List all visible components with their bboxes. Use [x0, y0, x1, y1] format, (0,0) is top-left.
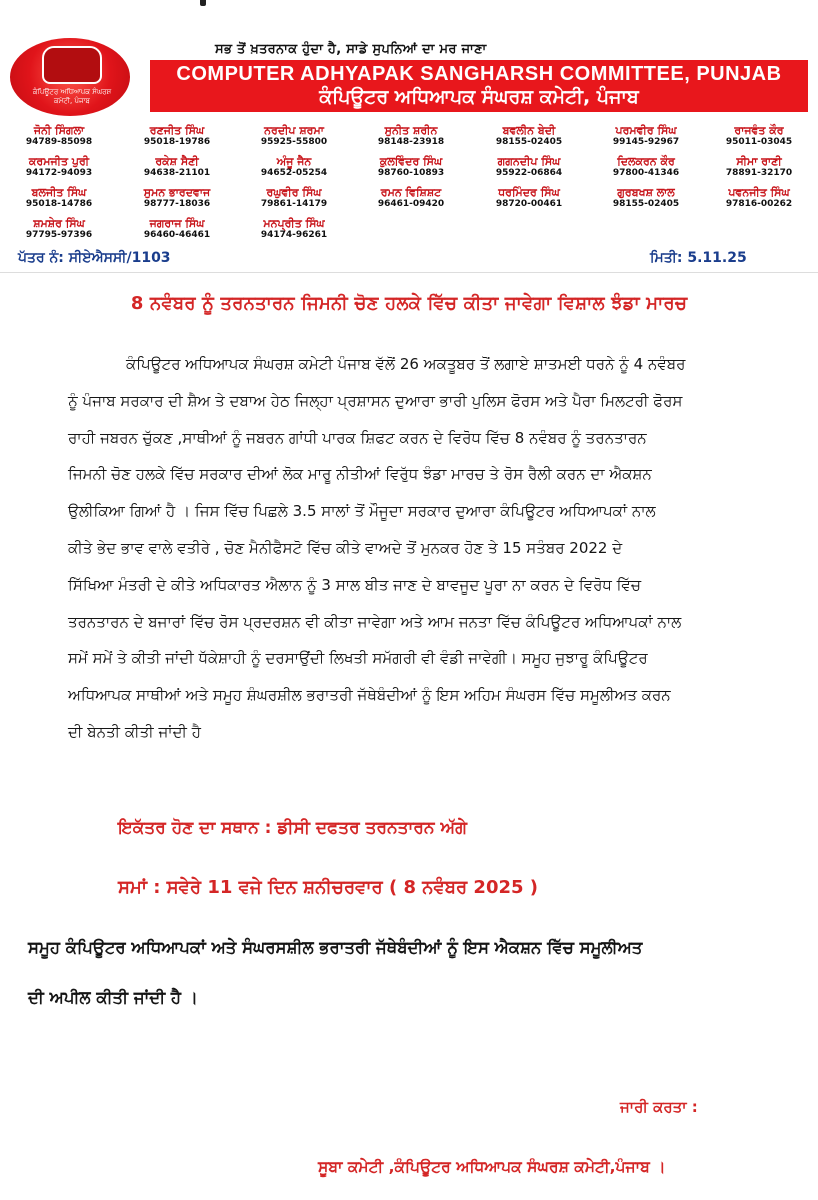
member-entry: [470, 155, 588, 179]
member-entry: [352, 155, 470, 179]
slogan: ਸਭ ਤੋਂ ਖ਼ਤਰਨਾਕ ਹੁੰਦਾ ਹੈ, ਸਾਡੇ ਸੁਪਨਿਆਂ ਦਾ ਮਰ ਜਾਣਾ: [215, 42, 487, 57]
body-line: ਕੀਤੇ ਭੇਦ ਭਾਵ ਵਾਲੇ ਵਤੀਰੇ , ਚੋਣ ਮੈਨੀਫੈਸਟੋ ਵਿੱਚ ਕੀਤੇ ਵਾਅਦੇ ਤੋਂ ਮੁਨਕਰ ਹੋਣ ਤੇ 15 ਸਤੰਬਰ 2022 ਦੇ: [68, 538, 623, 557]
member-phone: 94172-94093: [25, 168, 93, 178]
member-phone: 98760-10893: [377, 168, 445, 178]
member-phone: 95925-55800: [260, 137, 328, 147]
body-line: ਸਮੇਂ ਸਮੇਂ ਤੇ ਕੀਤੀ ਜਾਂਦੀ ਧੱਕੇਸ਼ਾਹੀ ਨੂੰ ਦਰਸਾਉਂਦੀ ਲਿਖਤੀ ਸਮੱਗਰੀ ਵੀ ਵੰਡੀ ਜਾਵੇਗੀ। ਸਮੂਹ ਜੁਝਾਰੂ ਕੰਪਿਊਟਰ: [68, 649, 648, 668]
appeal-line: ਸਮੂਹ ਕੰਪਿਊਟਰ ਅਧਿਆਪਕਾਂ ਅਤੇ ਸੰਘਰਸਸ਼ੀਲ ਭਰਾਤਰੀ ਜੱਥੇਬੰਦੀਆਂ ਨੂੰ ਇਸ ਐਕਸ਼ਨ ਵਿੱਚ ਸਮੂਲੀਅਤ: [28, 938, 643, 957]
member-entry: [352, 186, 470, 210]
divider: [0, 272, 818, 273]
member-phone: 94638-21101: [143, 168, 211, 178]
member-entry: [587, 124, 705, 148]
member-name: ਪਵਨਜੀਤ ਸਿੰਘ: [728, 186, 790, 199]
member-name: ਪਰਮਵੀਰ ਸਿੰਘ: [615, 124, 677, 137]
assembly-place: ਇਕੱਤਰ ਹੋਣ ਦਾ ਸਥਾਨ : ਡੀਸੀ ਦਫਤਰ ਤਰਨਤਾਰਨ ਅੱਗੇ: [118, 818, 467, 838]
member-entry: [235, 155, 353, 179]
member-name: ਗਗਨਦੀਪ ਸਿੰਘ: [497, 155, 561, 168]
member-phone: 98720-00461: [495, 199, 563, 209]
member-phone: 78891-32170: [725, 168, 793, 178]
logo: [2, 38, 152, 118]
reference-number: ਪੱਤਰ ਨੰ: ਸੀਏਐਸਸੀ/1103: [18, 250, 171, 266]
member-entry: [118, 186, 236, 210]
issued-by-label: ਜਾਰੀ ਕਰਤਾ :: [620, 1098, 698, 1116]
crop-mark: [200, 0, 206, 6]
member-name: ਸ਼ਮਸ਼ੇਰ ਸਿੰਘ: [33, 217, 85, 230]
member-entry: [0, 124, 118, 148]
member-name: ਸੁਮਨ ਭਾਰਦਵਾਜ: [143, 186, 211, 199]
body-line: ਜਿਮਨੀ ਚੋਣ ਹਲਕੇ ਵਿੱਚ ਸਰਕਾਰ ਦੀਆਂ ਲੋਕ ਮਾਰੂ ਨੀਤੀਆਂ ਵਿਰੁੱਧ ਝੰਡਾ ਮਾਰਚ ਤੇ ਰੋਸ ਰੈਲੀ ਕਰਨ ਦਾ ਐਕਸ਼ਨ: [68, 465, 652, 484]
member-name: ਦਿਲਕਰਨ ਕੌਰ: [617, 155, 675, 168]
member-name: ਅੰਜੂ ਜੈਨ: [276, 155, 312, 168]
member-name: ਗੁਰਬਖਸ਼ ਲਾਲ: [617, 186, 675, 199]
body-line: ਅਧਿਆਪਕ ਸਾਥੀਆਂ ਅਤੇ ਸਮੂਹ ਸ਼ੰਘਰਸ਼ੀਲ ਭਰਾਤਰੀ ਜੱਥੇਬੰਦੀਆਂ ਨੂੰ ਇਸ ਅਹਿਮ ਸੰਘਰਸ ਵਿੱਚ ਸਮੂਲੀਅਤ ਕਰਨ: [68, 686, 671, 705]
member-name: ਜਗਰਾਜ ਸਿੰਘ: [149, 217, 205, 230]
member-name: ਕਰਮਜੀਤ ਪੁਰੀ: [28, 155, 90, 168]
member-phone: 98155-02405: [612, 199, 680, 209]
member-name: ਧਰਮਿੰਦਰ ਸਿੰਘ: [498, 186, 560, 199]
org-banner: [150, 60, 808, 112]
member-entry: [700, 124, 818, 148]
body-line: ਕੰਪਿਊਟਰ ਅਧਿਆਪਕ ਸੰਘਰਸ਼ ਕਮੇਟੀ ਪੰਜਾਬ ਵੱਲੋਂ 26 ਅਕਤੂਬਰ ਤੋਂ ਲਗਾਏ ਸ਼ਾਤਮਈ ਧਰਨੇ ਨੂੰ 4 ਨਵੰਬਰ: [126, 355, 686, 373]
member-phone: 95922-06864: [495, 168, 563, 178]
member-entry: [470, 124, 588, 148]
member-name: ਰਘੁਵੀਰ ਸਿੰਘ: [266, 186, 322, 199]
member-phone: 97800-41346: [612, 168, 680, 178]
member-entry: [587, 155, 705, 179]
member-phone: 96461-09420: [377, 199, 445, 209]
member-name: ਬਲਜੀਤ ਸਿੰਘ: [31, 186, 87, 199]
member-phone: 95018-14786: [25, 199, 93, 209]
appeal-paragraph: [28, 933, 808, 1033]
event-time: ਸਮਾਂ : ਸਵੇਰੇ 11 ਵਜੇ ਦਿਨ ਸ਼ਨੀਚਰਵਾਰ ( 8 ਨਵੰਬਰ 2025 ): [118, 877, 539, 898]
body-line: ਤਰਨਤਾਰਨ ਦੇ ਬਜਾਰਾਂ ਵਿੱਚ ਰੋਸ ਪ੍ਰਦਰਸ਼ਨ ਵੀ ਕੀਤਾ ਜਾਵੇਗਾ ਅਤੇ ਆਮ ਜਨਤਾ ਵਿੱਚ ਕੰਪਿਊਟਰ ਅਧਿਆਪਕਾਂ ਨਾਲ: [68, 612, 682, 631]
member-entry: [700, 186, 818, 210]
letter-date: ਮਿਤੀ: 5.11.25: [650, 250, 747, 266]
member-entry: [235, 124, 353, 148]
member-entry: [235, 186, 353, 210]
member-phone: 97816-00262: [725, 199, 793, 209]
member-entry: [352, 124, 470, 148]
body-line: ਉਲੀਕਿਆ ਗਿਆਂ ਹੈ । ਜਿਸ ਵਿੱਚ ਪਿਛਲੇ 3.5 ਸਾਲਾਂ ਤੋਂ ਮੌਜੂਦਾ ਸਰਕਾਰ ਦੁਆਰਾ ਕੰਪਿਊਟਰ ਅਧਿਆਪਕਾਂ ਨਾਲ: [68, 502, 656, 521]
org-name-english: COMPUTER ADHYAPAK SANGHARSH COMMITTEE, PUNJAB: [176, 63, 782, 85]
letterhead: [0, 38, 818, 118]
member-entry: [118, 155, 236, 179]
headline: 8 ਨਵੰਬਰ ਨੂੰ ਤਰਨਤਾਰਨ ਜਿਮਨੀ ਚੋਣ ਹਲਕੇ ਵਿੱਚ ਕੀਤਾ ਜਾਵੇਗਾ ਵਿਸ਼ਾਲ ਝੰਡਾ ਮਾਰਚ: [130, 293, 688, 314]
member-name: ਰਮਨ ਵਿਸ਼ਿਸ਼ਟ: [380, 186, 442, 199]
member-entry: [235, 217, 353, 241]
member-entry: [0, 155, 118, 179]
member-phone: 96460-46461: [143, 230, 211, 240]
body-paragraph: [68, 346, 768, 751]
fist-icon: [42, 46, 102, 84]
member-name: ਬਵਲੀਨ ਬੇਦੀ: [502, 124, 556, 137]
member-name: ਰਣਜੀਤ ਸਿੰਘ: [149, 124, 205, 137]
body-line: ਸਿੱਖਿਆ ਮੰਤਰੀ ਦੇ ਕੀਤੇ ਅਧਿਕਾਰਤ ਐਲਾਨ ਨੂੰ 3 ਸਾਲ ਬੀਤ ਜਾਣ ਦੇ ਬਾਵਜੂਦ ਪੂਰਾ ਨਾ ਕਰਨ ਦੇ ਵਿਰੋਧ ਵਿੱਚ: [68, 575, 641, 594]
member-name: ਰਾਜਵੰਤ ਕੌਰ: [734, 124, 784, 137]
top-strip: [0, 0, 818, 38]
member-phone: 98155-02405: [495, 137, 563, 147]
member-entry: [118, 124, 236, 148]
member-phone: 79861-14179: [260, 199, 328, 209]
member-phone: 94789-85098: [25, 137, 93, 147]
member-name: ਜੋਨੀ ਸਿੰਗਲਾ: [33, 124, 85, 137]
org-name-punjabi: ਕੰਪਿਊਟਰ ਅਧਿਆਪਕ ਸੰਘਰਸ਼ ਕਮੇਟੀ, ਪੰਜਾਬ: [319, 86, 639, 108]
appeal-line: ਦੀ ਅਪੀਲ ਕੀਤੀ ਜਾਂਦੀ ਹੈ ।: [28, 988, 198, 1007]
member-phone: 95011-03045: [725, 137, 793, 147]
member-phone: 98777-18036: [143, 199, 211, 209]
member-name: ਸੀਮਾ ਰਾਣੀ: [736, 155, 782, 168]
member-phone: 94174-96261: [260, 230, 328, 240]
member-name: ਮਨਪ੍ਰੀਤ ਸਿੰਘ: [263, 217, 325, 230]
member-entry: [470, 186, 588, 210]
member-name: ਕੁਲਵਿੰਦਰ ਸਿੰਘ: [379, 155, 443, 168]
body-line: ਨੂੰ ਪੰਜਾਬ ਸਰਕਾਰ ਦੀ ਸ਼ੈਅ ਤੇ ਦਬਾਅ ਹੇਠ ਜਿਲ੍ਹਾ ਪ੍ਰਸ਼ਾਸਨ ਦੁਆਰਾ ਭਾਰੀ ਪੁਲਿਸ ਫੋਰਸ ਅਤੇ ਪੈਰਾ ਮਿਲਟਰੀ ਫੋਰਸ: [68, 391, 683, 410]
member-entry: [118, 217, 236, 241]
member-name: ਰਕੇਸ਼ ਸੈਣੀ: [155, 155, 199, 168]
member-name: ਸੁਨੀਤ ਸ਼ਰੀਨ: [384, 124, 438, 137]
member-entry: [700, 155, 818, 179]
member-phone: 94652-05254: [260, 168, 328, 178]
committee-members: [0, 122, 818, 246]
member-name: ਨਰਦੀਪ ਸ਼ਰਮਾ: [264, 124, 324, 137]
member-phone: 97795-97396: [25, 230, 93, 240]
committee-signature: ਸੂਬਾ ਕਮੇਟੀ ,ਕੰਪਿਊਟਰ ਅਧਿਆਪਕ ਸੰਘਰਸ਼ ਕਮੇਟੀ,ਪੰਜਾਬ ।: [318, 1158, 666, 1176]
member-phone: 99145-92967: [612, 137, 680, 147]
member-entry: [587, 186, 705, 210]
body-line: ਦੀ ਬੇਨਤੀ ਕੀਤੀ ਜਾਂਦੀ ਹੈ: [68, 722, 201, 741]
member-entry: [0, 186, 118, 210]
member-entry: [0, 217, 118, 241]
member-phone: 95018-19786: [143, 137, 211, 147]
logo-caption: ਕੰਪਿਊਟਰ ਅਧਿਆਪਕ ਸੰਘਰਸ਼ ਕਮੇਟੀ, ਪੰਜਾਬ: [32, 88, 112, 105]
body-line: ਰਾਹੀ ਜਬਰਨ ਚੁੱਕਣ ,ਸਾਥੀਆਂ ਨੂੰ ਜਬਰਨ ਗਾਂਧੀ ਪਾਰਕ ਸ਼ਿਫਟ ਕਰਨ ਦੇ ਵਿਰੋਧ ਵਿੱਚ 8 ਨਵੰਬਰ ਨੂੰ ਤਰਨਤਾਰਨ: [68, 428, 647, 447]
member-phone: 98148-23918: [377, 137, 445, 147]
